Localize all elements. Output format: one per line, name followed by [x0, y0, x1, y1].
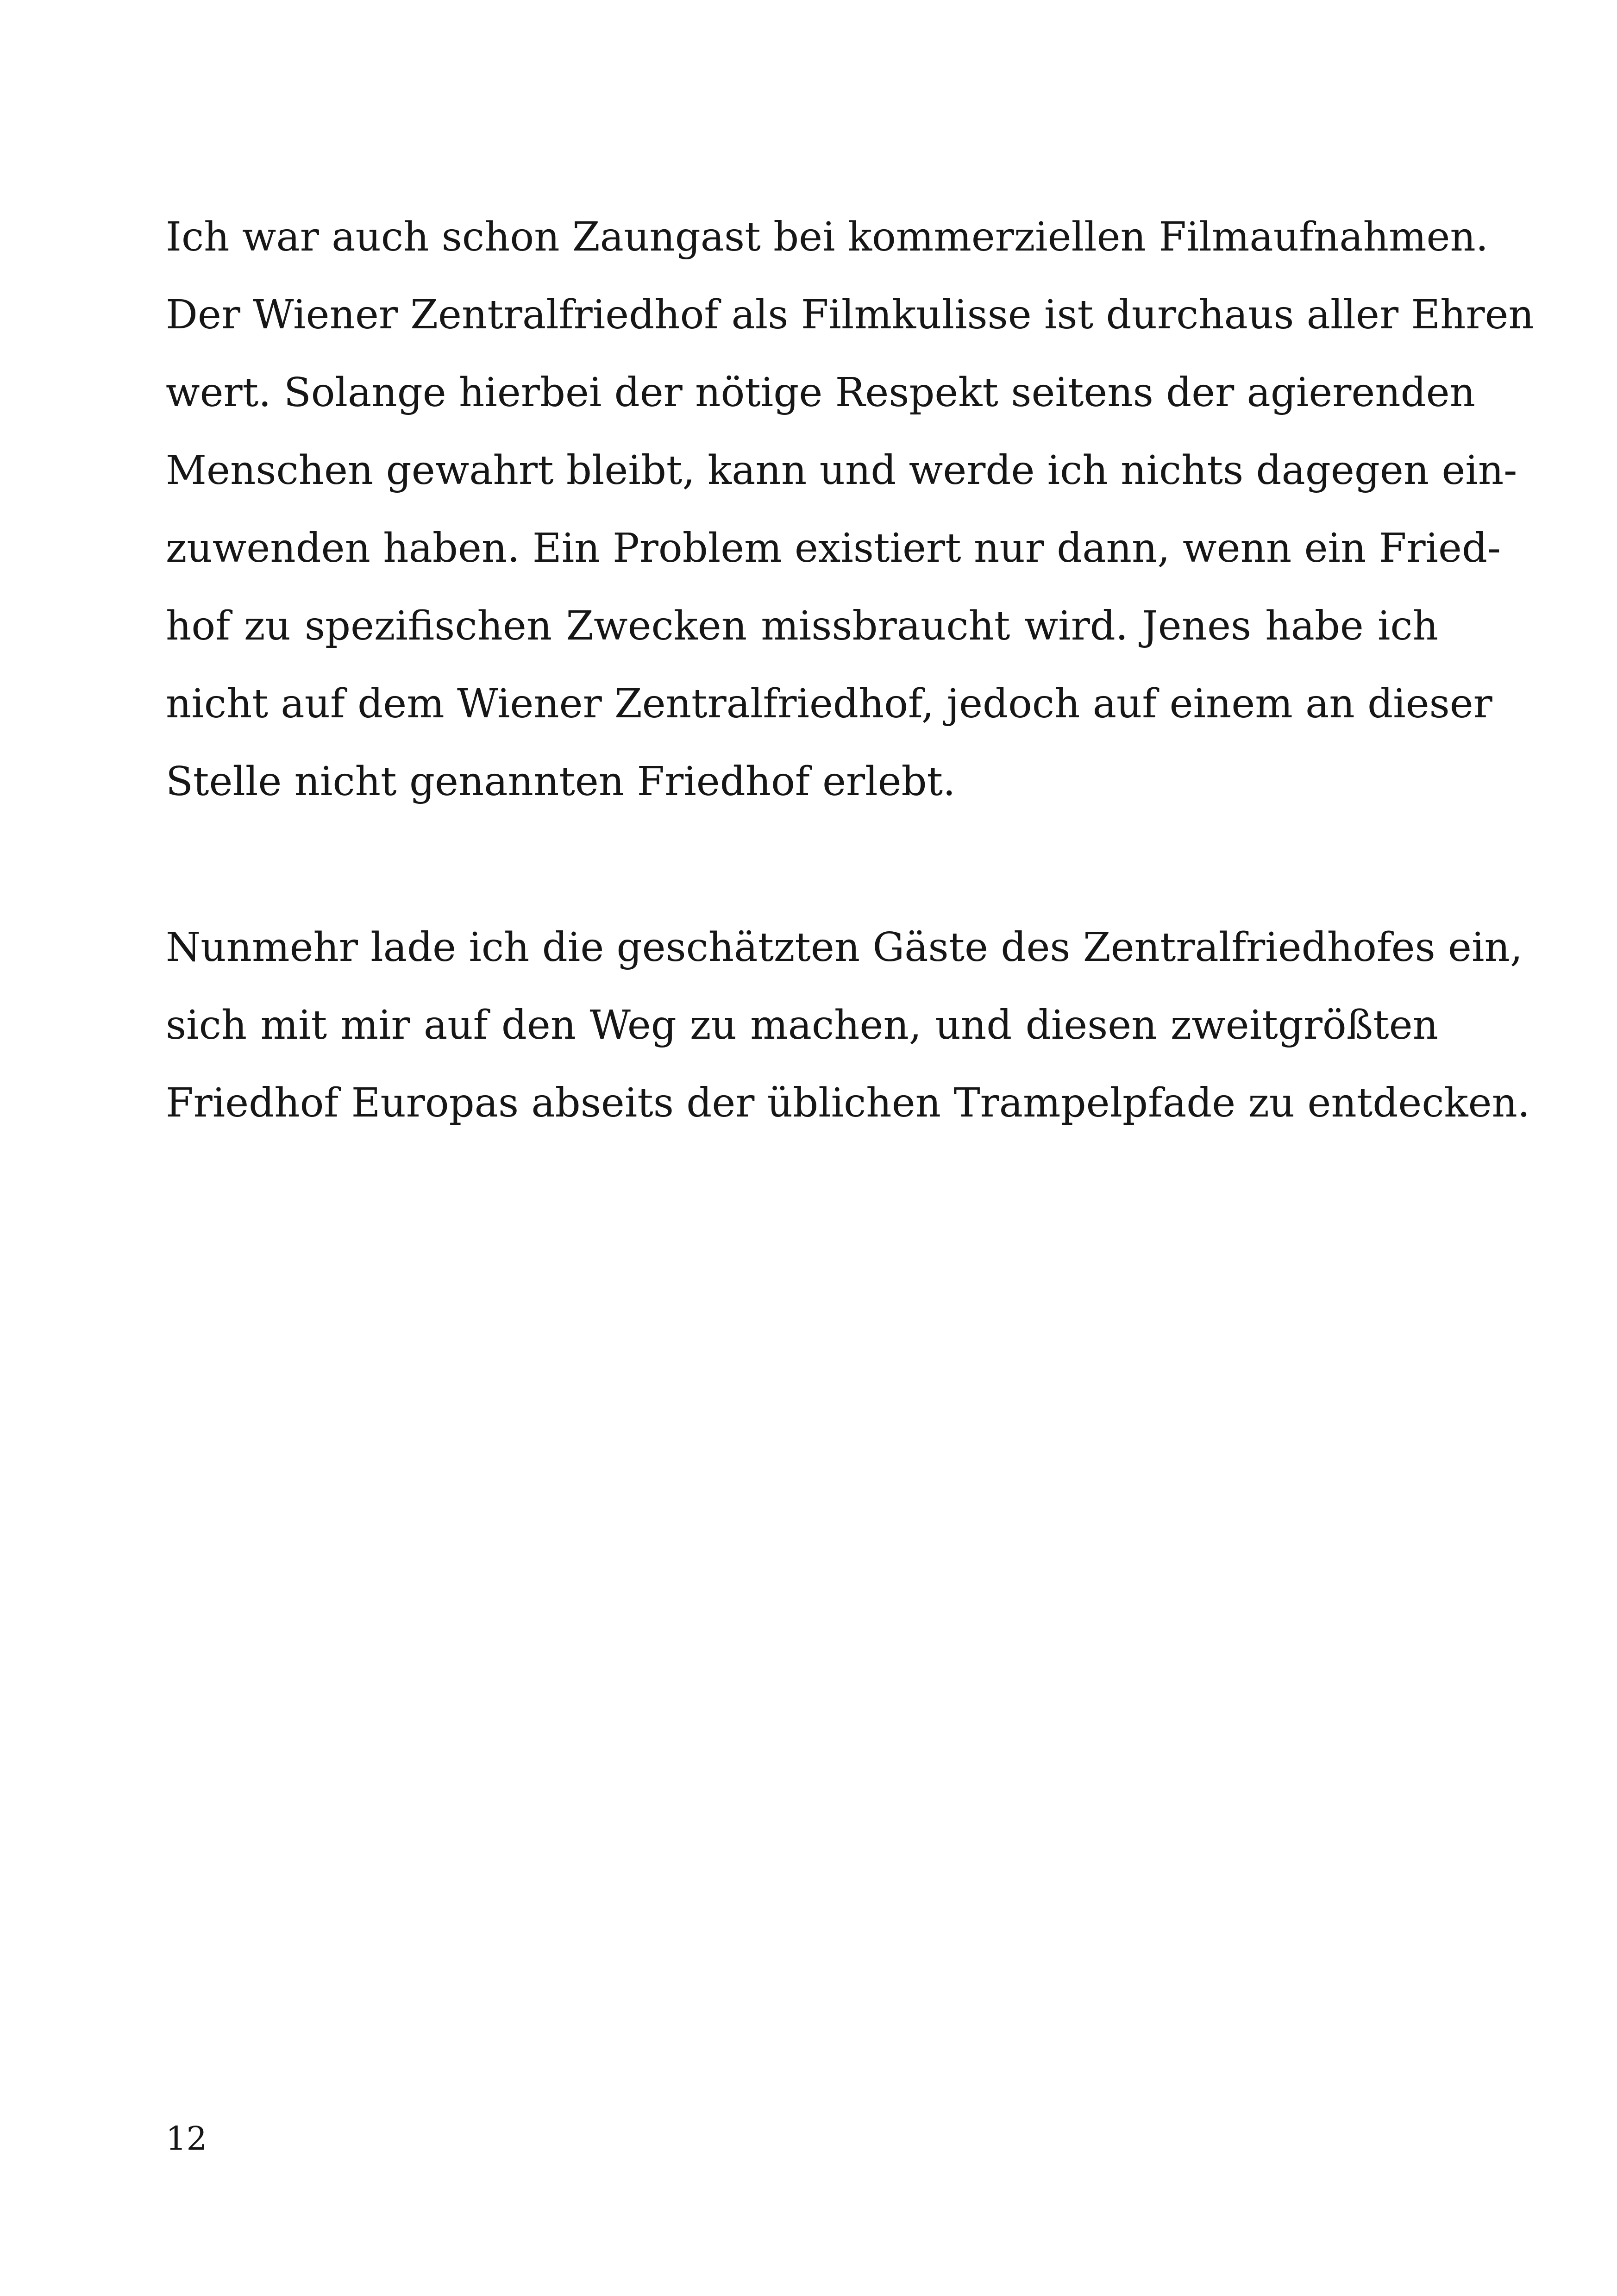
text-line: sich mit mir auf den Weg zu machen, und diesen zweitgrößten: [166, 1002, 1438, 1048]
text-line: nicht auf dem Wiener Zentralfriedhof, jedoch auf einem an dieser: [166, 681, 1492, 727]
text-line: wert. Solange hierbei der nötige Respekt seitens der agierenden: [166, 370, 1476, 416]
text-line: Stelle nicht genannten Friedhof erlebt.: [166, 759, 956, 805]
text-line: Nunmehr lade ich die geschätzten Gäste des Zentralfriedhofes ein,: [166, 924, 1523, 971]
page-number: 12: [166, 2120, 207, 2158]
text-line: Ich war auch schon Zaungast bei kommerziellen Filmaufnahmen.: [166, 214, 1489, 260]
text-line: hof zu spezifischen Zwecken missbraucht wird. Jenes habe ich: [166, 603, 1438, 649]
text-line: zuwenden haben. Ein Problem existiert nur dann, wenn ein Fried-: [166, 525, 1501, 571]
text-line: Menschen gewahrt bleibt, kann und werde ich nichts dagegen ein-: [166, 447, 1517, 494]
text-line: Der Wiener Zentralfriedhof als Filmkulisse ist durchaus aller Ehren: [166, 292, 1534, 338]
text-line: Friedhof Europas abseits der üblichen Trampelpfade zu entdecken.: [166, 1080, 1530, 1126]
